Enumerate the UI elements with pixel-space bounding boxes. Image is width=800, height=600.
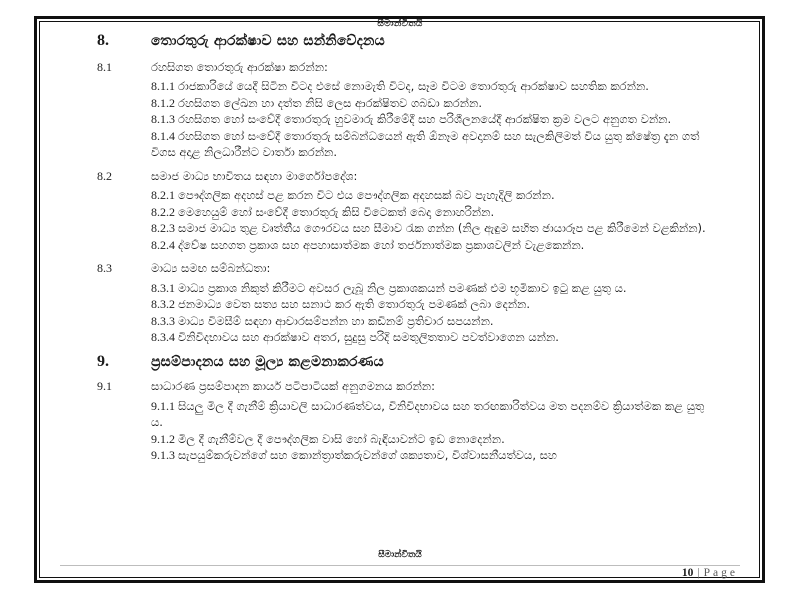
page-number-label bbox=[682, 567, 738, 579]
page-number: 10 bbox=[681, 567, 694, 579]
item-number: 8.3.1 bbox=[151, 280, 175, 295]
item-paragraph bbox=[151, 329, 715, 346]
item-number: 8.2.3 bbox=[151, 221, 175, 235]
section-number: 8. bbox=[97, 32, 109, 49]
item-text: සියලු මිල දී ගැනීම් ක්‍රියාවලි සාධාරණත්වය, විනිවිදභාවය සහ තරඟකාරිත්වය මත පදනම්ව ක්‍රියාත්මක කළ යුතු ය. bbox=[151, 398, 705, 429]
item-number: 9.1.3 bbox=[151, 448, 175, 462]
subsection-number: 8.3 bbox=[97, 261, 112, 275]
item-paragraph bbox=[151, 187, 715, 204]
item-list-8-3 bbox=[151, 280, 715, 346]
item-number: 8.1.2 bbox=[151, 95, 175, 110]
header-watermark: සීමාන්විතයි bbox=[377, 19, 423, 29]
section-heading-9 bbox=[97, 354, 715, 371]
item-text: පෞද්ගලික අදහස් පළ කරන විට එය පෞද්ගලික අදහසක් බව පැහැදිලි කරන්න. bbox=[178, 188, 555, 202]
item-paragraph bbox=[151, 447, 715, 464]
subsection-heading-9-1 bbox=[97, 378, 715, 395]
item-number: 8.2.1 bbox=[151, 188, 175, 202]
item-paragraph bbox=[151, 237, 715, 254]
section-title: ප්‍රසම්පාදනය සහ මූල්‍ය කළමනාකරණය bbox=[151, 353, 384, 370]
item-number: 8.1.1 bbox=[151, 79, 175, 93]
item-number: 8.3.3 bbox=[151, 313, 175, 328]
footer-rule bbox=[60, 565, 740, 566]
subsection-title: මාධ්‍ය සමඟ සම්බන්ධතා: bbox=[151, 261, 271, 275]
item-list-8-2 bbox=[151, 187, 715, 253]
section-number: 9. bbox=[97, 352, 109, 370]
item-paragraph bbox=[151, 431, 715, 448]
document-body bbox=[97, 33, 715, 464]
item-number: 8.3.4 bbox=[151, 330, 175, 344]
item-number: 8.1.4 bbox=[151, 128, 175, 143]
item-number: 8.1.3 bbox=[151, 112, 175, 126]
item-paragraph bbox=[151, 128, 715, 161]
item-paragraph bbox=[151, 220, 715, 237]
item-number: 8.3.2 bbox=[151, 297, 175, 311]
item-paragraph bbox=[151, 204, 715, 221]
section-heading-8 bbox=[97, 33, 715, 50]
item-paragraph bbox=[151, 95, 715, 112]
subsection-title: රහසිගත තොරතුරු ආරක්ෂා කරන්න: bbox=[151, 59, 328, 74]
item-text: මෙහෙයුම් හෝ සංවේදී තොරතුරු කිසි විටෙකත් බෙදා නොහරින්න. bbox=[178, 204, 495, 219]
item-paragraph bbox=[151, 280, 715, 297]
item-text: රහසිගත ලේඛන හා දත්ත නිසි ලෙස ආරක්ෂිතව ගබඩා කරන්න. bbox=[178, 95, 482, 110]
item-number: 9.1.2 bbox=[151, 431, 175, 446]
item-paragraph bbox=[151, 78, 715, 95]
item-text: රහසිගත හෝ සංවේදී තොරතුරු සම්බන්ධයෙන් ඇති ඕනෑම අවදානම් සහ සැලකිලිමත් විය යුතු ක්ෂේත්‍ර දැන ගත් විගස අදාළ නිලධාරීන්ට වාර්තා කරන්න. bbox=[151, 128, 700, 159]
item-text: ද්වේෂ සහගත ප්‍රකාශ සහ අපහාසාත්මක හෝ තර්ජනාත්මක ප්‍රකාශවලින් වැළකෙන්න. bbox=[178, 237, 585, 252]
item-text: ජනමාධ්‍ය වෙත සත්‍ය සහ සනාථ කර ඇති තොරතුරු පමණක් ලබා දෙන්න. bbox=[178, 297, 531, 311]
item-text: මාධ්‍ය විමසීම් සඳහා ආචාරසම්පන්න හා කඩිනම් ප්‍රතිචාර සපයන්න. bbox=[178, 313, 494, 328]
subsection-number: 8.2 bbox=[97, 168, 112, 183]
item-list-9-1 bbox=[151, 398, 715, 464]
item-paragraph bbox=[151, 111, 715, 128]
page-number-separator: | bbox=[697, 567, 700, 579]
subsection-number: 9.1 bbox=[97, 379, 112, 393]
item-text: රාජකාරියේ යෙදී සිටින විටද එසේ නොමැති විටද, සෑම විටම තොරතුරු ආරක්ෂාව සහතික කරන්න. bbox=[178, 79, 649, 93]
item-text: සැපයුම්කරුවන්ගේ සහ කොන්ත්‍රාත්කරුවන්ගේ ශක්‍යතාව, විශ්වාසනීයත්වය, සහ bbox=[178, 448, 557, 462]
item-text: සමාජ මාධ්‍ය තුළ වෘත්තීය ගෞරවය සහ සීමාව රැක ගන්න (නිල ඇඳුම සහිත ඡායාරූප පළ කිරීමෙන් වළකින්න). bbox=[178, 221, 706, 235]
subsection-title: සාධාරණ ප්‍රසම්පාදන කාර්ය පටිපාටියක් අනුගමනය කරන්න: bbox=[151, 379, 436, 393]
item-text: මිල දී ගැනීම්වල දී පෞද්ගලික වාසි හෝ බැඳියාවන්ට ඉඩ නොදෙන්න. bbox=[178, 431, 505, 446]
item-list-8-1 bbox=[151, 78, 715, 161]
subsection-heading-8-2 bbox=[97, 168, 715, 185]
footer-watermark: සීමාන්විතයි bbox=[378, 550, 422, 560]
item-paragraph bbox=[151, 313, 715, 330]
item-number: 8.2.4 bbox=[151, 237, 175, 252]
subsection-title: සමාජ මාධ්‍ය භාවිතය සඳහා මාර්ගෝපදේශ: bbox=[151, 168, 358, 183]
subsection-number: 8.1 bbox=[97, 59, 112, 74]
item-text: විනිවිදභාවය සහ ආරක්ෂාව අතර, සුදුසු පරිදි සමතුලිතතාව පවත්වාගෙන යන්න. bbox=[178, 330, 559, 344]
item-text: මාධ්‍ය ප්‍රකාශ නිකුත් කිරීමට අවසර ලැබූ නිල ප්‍රකාශකයන් පමණක් එම භූමිකාව ඉටු කළ යුතු ය. bbox=[178, 280, 627, 295]
section-title: තොරතුරු ආරක්ෂාව සහ සන්නිවේදනය bbox=[151, 33, 385, 49]
item-paragraph bbox=[151, 398, 715, 431]
page-word: Page bbox=[703, 567, 738, 579]
item-text: රහසිගත හෝ සංවේදී තොරතුරු හුවමාරු කිරීමේදී සහ පරිශීලනයේදී ආරක්ෂිත ක්‍රම වලට අනුගත වන්න. bbox=[178, 112, 672, 126]
subsection-heading-8-1 bbox=[97, 59, 715, 76]
item-number: 8.2.2 bbox=[151, 204, 175, 219]
subsection-heading-8-3 bbox=[97, 260, 715, 277]
item-paragraph bbox=[151, 296, 715, 313]
item-number: 9.1.1 bbox=[151, 398, 175, 413]
